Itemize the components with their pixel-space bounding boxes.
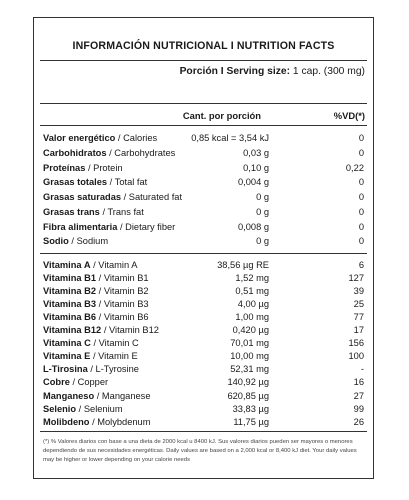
nutrient-name: Vitamina B2 / Vitamin B2	[43, 286, 149, 297]
nutrient-name-es: Fibra alimentaria	[43, 221, 118, 232]
divider	[40, 60, 367, 61]
nutrient-amount: 620,85 µg	[227, 390, 269, 401]
nutrient-name: Vitamina A / Vitamin A	[43, 260, 138, 270]
nutrient-dv: 0	[358, 221, 364, 232]
nutrient-name: Selenio / Selenium	[43, 403, 123, 414]
nutrient-name-es: Vitamina B2	[43, 286, 97, 297]
nutrient-amount: 0,51 mg	[235, 286, 269, 297]
amount-column-header: Cant. por porción	[182, 110, 261, 121]
nutrient-dv: 0	[358, 147, 364, 158]
table-row	[34, 417, 373, 428]
nutrient-amount: 4,00 µg	[237, 299, 269, 310]
nutrient-name-es: Vitamina B1	[43, 273, 97, 284]
nutrient-name-es: Vitamina C	[43, 338, 91, 349]
serving-size	[180, 66, 365, 77]
table-row	[34, 351, 373, 362]
nutrient-name-en: Selenium	[83, 403, 123, 414]
nutrient-name-es: Vitamina B3	[43, 299, 97, 310]
nutrient-amount: 0 g	[256, 206, 269, 217]
nutrient-amount: 0,03 g	[243, 147, 269, 158]
nutrient-amount: 1,52 mg	[235, 273, 269, 284]
table-row	[34, 260, 373, 271]
nutrient-dv: 0	[358, 177, 364, 188]
nutrient-name-en: Trans fat	[107, 206, 144, 217]
table-row	[34, 148, 373, 159]
table-row	[34, 133, 373, 144]
divider	[40, 103, 367, 104]
nutrient-name-en: Copper	[77, 377, 109, 388]
nutrient-dv: 99	[353, 403, 364, 414]
nutrient-name-es: Manganeso	[43, 390, 95, 401]
nutrient-name-en: Vitamin B3	[103, 299, 149, 310]
nutrient-name-es: Vitamina B12	[43, 325, 102, 336]
nutrient-name-en: L-Tyrosine	[95, 364, 139, 375]
nutrient-dv: -	[360, 364, 364, 375]
table-row	[34, 312, 373, 323]
nutrient-name: Sodio / Sodium	[43, 236, 109, 247]
nutrient-name-en: Dietary fiber	[125, 221, 176, 232]
nutrient-name-es: Valor energético	[43, 133, 116, 143]
nutrient-amount: 52,31 mg	[230, 364, 269, 375]
table-row	[34, 404, 373, 415]
nutrient-name-en: Calories	[123, 133, 158, 143]
nutrient-name: Fibra alimentaria / Dietary fiber	[43, 221, 176, 232]
table-row	[34, 286, 373, 297]
nutrient-name-es: Vitamina B6	[43, 312, 97, 323]
nutrient-name: Vitamina C / Vitamin C	[43, 338, 139, 349]
nutrient-name-en: Vitamin B12	[108, 325, 159, 336]
nutrient-name: Vitamina E / Vitamin E	[43, 351, 138, 362]
table-row	[34, 192, 373, 203]
divider	[40, 253, 367, 254]
nutrient-dv: 0	[358, 206, 364, 217]
footnote: (*) % Valores diarios con base a una dieta de 2000 kcal u 8400 kJ. Sus valores diarios pueden ser mayores o menores dependiendo de sus necesidades energéticas. Daily values are based on a 2,000 kcal or 8,400 kJ diet. Your daily values may be higher or lower depending on your calorie needs	[43, 439, 357, 463]
nutrient-dv: 16	[353, 377, 364, 388]
nutrient-dv: 6	[358, 260, 364, 270]
nutrient-dv: 156	[348, 338, 364, 349]
nutrient-amount: 0,85 kcal = 3,54 kJ	[191, 133, 269, 143]
table-row	[34, 338, 373, 349]
nutrient-dv: 26	[353, 416, 364, 427]
nutrition-facts-panel	[33, 17, 374, 479]
nutrient-name-es: L-Tirosina	[43, 364, 88, 375]
nutrient-dv: 25	[353, 299, 364, 310]
nutrient-name-es: Vitamina E	[43, 351, 91, 362]
nutrient-amount: 38,56 µg RE	[217, 260, 269, 270]
nutrient-name: Molibdeno / Molybdenum	[43, 416, 151, 427]
nutrient-dv: 27	[353, 390, 364, 401]
nutrient-name-en: Vitamin A	[98, 260, 138, 270]
nutrient-amount: 0,008 g	[237, 221, 269, 232]
nutrient-name: Grasas saturadas / Saturated fat	[43, 192, 183, 202]
nutrient-name-en: Total fat	[114, 177, 148, 188]
nutrient-amount: 33,83 µg	[232, 403, 269, 414]
nutrient-name: Vitamina B6 / Vitamin B6	[43, 312, 149, 323]
serving-size-value: 1 cap. (300 mg)	[292, 66, 365, 77]
divider	[40, 125, 367, 126]
table-row	[34, 236, 373, 247]
nutrient-name: Proteínas / Protein	[43, 162, 123, 173]
nutrient-amount: 11,75 µg	[233, 416, 269, 427]
nutrient-name: L-Tirosina / L-Tyrosine	[43, 364, 139, 375]
nutrient-amount: 1,00 mg	[235, 312, 269, 323]
table-row	[34, 364, 373, 375]
table-row	[34, 207, 373, 218]
nutrient-name-en: Molybdenum	[97, 416, 151, 427]
nutrient-name-en: Carbohydrates	[114, 147, 176, 158]
table-row	[34, 222, 373, 233]
table-row	[34, 325, 373, 336]
nutrient-name: Cobre / Copper	[43, 377, 109, 388]
nutrient-dv: 0	[358, 192, 364, 202]
nutrient-amount: 10,00 mg	[230, 351, 269, 362]
table-row	[34, 299, 373, 310]
nutrient-dv: 39	[353, 286, 364, 297]
nutrient-name-en: Sodium	[76, 236, 109, 247]
table-row	[34, 391, 373, 402]
nutrient-name-es: Cobre	[43, 377, 70, 388]
nutrient-name: Vitamina B12 / Vitamin B12	[43, 325, 159, 336]
table-row	[34, 377, 373, 388]
nutrient-name-es: Grasas trans	[43, 206, 100, 217]
nutrient-amount: 0,004 g	[237, 177, 269, 188]
nutrient-name-en: Manganese	[101, 390, 151, 401]
nutrient-amount: 0 g	[256, 192, 269, 202]
panel-title: INFORMACIÓN NUTRICIONAL I NUTRITION FACTS	[72, 40, 335, 52]
table-row	[34, 163, 373, 174]
table-row	[34, 177, 373, 188]
nutrient-name: Vitamina B1 / Vitamin B1	[43, 273, 149, 284]
nutrient-name-en: Vitamin C	[98, 338, 139, 349]
divider	[40, 431, 367, 432]
serving-size-label: Porción I Serving size:	[179, 66, 290, 77]
nutrient-dv: 0,22	[345, 162, 364, 173]
nutrient-name: Grasas trans / Trans fat	[43, 206, 144, 217]
nutrient-amount: 70,01 mg	[230, 338, 269, 349]
nutrient-amount: 0 g	[256, 236, 269, 247]
nutrient-name-es: Proteínas	[43, 162, 86, 173]
nutrient-name-en: Vitamin B6	[103, 312, 149, 323]
nutrient-name-en: Protein	[93, 162, 123, 173]
nutrient-amount: 140,92 µg	[227, 377, 269, 388]
dv-column-header: %VD(*)	[333, 110, 365, 121]
nutrient-name-es: Vitamina A	[43, 260, 91, 270]
nutrient-name: Grasas totales / Total fat	[43, 177, 148, 188]
nutrient-name: Valor energético / Calories	[43, 133, 158, 143]
nutrient-amount: 0,10 g	[243, 162, 269, 173]
nutrient-name-es: Carbohidratos	[43, 147, 107, 158]
nutrient-dv: 100	[348, 351, 364, 362]
nutrient-name-es: Molibdeno	[43, 416, 90, 427]
nutrient-name-es: Grasas totales	[43, 177, 108, 188]
nutrient-dv: 77	[353, 312, 364, 323]
nutrient-dv: 127	[348, 273, 364, 284]
nutrient-name: Manganeso / Manganese	[43, 390, 151, 401]
nutrient-name-es: Grasas saturadas	[43, 192, 122, 202]
nutrient-name-es: Sodio	[43, 236, 69, 247]
nutrient-name: Vitamina B3 / Vitamin B3	[43, 299, 149, 310]
nutrient-amount: 0,420 µg	[232, 325, 269, 336]
nutrient-dv: 17	[353, 325, 364, 336]
nutrient-name-es: Selenio	[43, 403, 77, 414]
nutrient-name-en: Saturated fat	[128, 192, 183, 202]
nutrient-name: Carbohidratos / Carbohydrates	[43, 147, 176, 158]
nutrient-dv: 0	[358, 133, 364, 143]
nutrient-name-en: Vitamin E	[98, 351, 138, 362]
nutrient-name-en: Vitamin B2	[103, 286, 149, 297]
nutrient-dv: 0	[358, 236, 364, 247]
nutrient-name-en: Vitamin B1	[103, 273, 149, 284]
table-row	[34, 273, 373, 284]
